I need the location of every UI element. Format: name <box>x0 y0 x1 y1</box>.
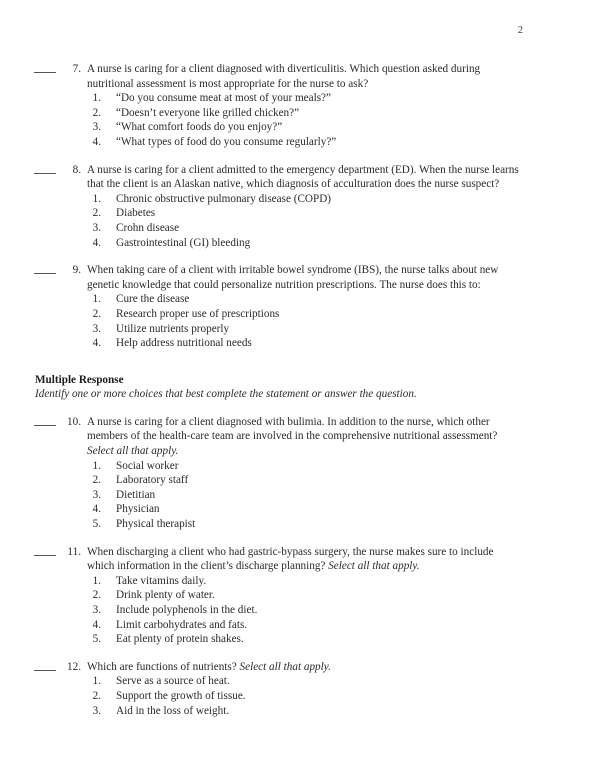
option-text: Aid in the loss of weight. <box>116 704 230 717</box>
option-text: Gastrointestinal (GI) bleeding <box>116 236 251 249</box>
question-block <box>0 62 600 150</box>
option-item[interactable] <box>87 135 520 150</box>
option-number: 4. <box>92 337 101 350</box>
question-text <box>87 415 520 459</box>
option-text: Laboratory staff <box>116 474 189 487</box>
answer-blank[interactable] <box>34 72 56 73</box>
question-text <box>87 660 520 675</box>
section-instructions: Identify one or more choices that best complete the statement or answer the question. <box>35 388 417 401</box>
question-stem: Which are functions of nutrients? <box>87 660 240 673</box>
option-number: 5. <box>92 633 101 646</box>
option-number: 1. <box>92 574 101 587</box>
question-stem: A nurse is caring for a client diagnosed with bulimia. In addition to the nurse, which other members of the health-care team are involved in the comprehensive nutritional assessment? <box>87 415 498 443</box>
option-number: 3. <box>92 704 101 717</box>
option-item[interactable] <box>87 236 520 251</box>
question-block <box>0 263 600 351</box>
option-item[interactable] <box>87 502 520 517</box>
option-text: Serve as a source of heat. <box>116 675 230 688</box>
option-number: 2. <box>92 474 101 487</box>
option-number: 1. <box>92 675 101 688</box>
option-text: “Doesn’t everyone like grilled chicken?” <box>116 106 300 119</box>
option-item[interactable] <box>87 221 520 236</box>
page-number: 2 <box>517 25 523 36</box>
answer-blank[interactable] <box>34 425 56 426</box>
option-item[interactable] <box>87 91 520 106</box>
option-item[interactable] <box>87 689 520 704</box>
question-text <box>87 263 520 292</box>
select-all-that-apply-note: Select all that apply. <box>328 560 420 573</box>
option-text: Social worker <box>116 459 179 472</box>
option-item[interactable] <box>87 618 520 633</box>
option-list <box>87 574 520 647</box>
option-item[interactable] <box>87 307 520 322</box>
option-number: 1. <box>92 293 101 306</box>
option-text: Limit carbohydrates and fats. <box>116 618 248 631</box>
option-number: 3. <box>92 488 101 501</box>
question-stem: A nurse is caring for a client diagnosed with diverticulitis. Which question asked during nutritional assessment is most appropriate for the nurse to ask? <box>87 63 481 90</box>
question-number: 10. <box>67 415 81 428</box>
option-item[interactable] <box>87 459 520 474</box>
option-number: 4. <box>92 618 101 631</box>
option-number: 3. <box>92 121 101 134</box>
option-number: 2. <box>92 207 101 220</box>
option-item[interactable] <box>87 632 520 647</box>
question-number: 12. <box>67 660 81 673</box>
option-item[interactable] <box>87 120 520 135</box>
option-text: “Do you consume meat at most of your meals?” <box>116 92 331 105</box>
answer-blank[interactable] <box>34 173 56 174</box>
question-text <box>87 62 520 91</box>
page-content <box>0 62 600 731</box>
option-item[interactable] <box>87 336 520 351</box>
option-item[interactable] <box>87 488 520 503</box>
question-block <box>0 545 600 647</box>
option-text: Take vitamins daily. <box>116 574 207 587</box>
option-number: 3. <box>92 322 101 335</box>
option-item[interactable] <box>87 322 520 337</box>
option-number: 1. <box>92 459 101 472</box>
option-number: 1. <box>92 92 101 105</box>
option-number: 1. <box>92 192 101 205</box>
option-text: “What comfort foods do you enjoy?” <box>116 121 283 134</box>
option-list <box>87 91 520 149</box>
option-item[interactable] <box>87 588 520 603</box>
section-title: Multiple Response <box>35 373 124 386</box>
option-text: Diabetes <box>116 207 156 220</box>
section-spacer <box>0 402 600 415</box>
question-stem: When discharging a client who had gastric-bypass surgery, the nurse makes sure to include which information in the client’s discharge planning? <box>87 545 494 573</box>
option-number: 3. <box>92 604 101 616</box>
option-text: Cure the disease <box>116 293 190 306</box>
option-number: 4. <box>92 503 101 516</box>
option-text: Crohn disease <box>116 221 180 234</box>
option-number: 5. <box>92 518 101 531</box>
select-all-that-apply-note: Select all that apply. <box>239 660 331 673</box>
option-number: 2. <box>92 589 101 602</box>
question-stem: When taking care of a client with irritable bowel syndrome (IBS), the nurse talks about new genetic knowledge that could personalize nutrition prescriptions. The nurse does this to: <box>87 264 499 291</box>
option-number: 3. <box>92 221 101 234</box>
option-list <box>87 459 520 532</box>
option-item[interactable] <box>87 674 520 689</box>
question-stem: A nurse is caring for a client admitted to the emergency department (ED). When the nurse learns that the client is an Alaskan native, which diagnosis of acculturation does the nurse suspect? <box>87 163 519 191</box>
option-text: Include polyphenols in the diet. <box>116 604 258 616</box>
section-spacer <box>0 364 600 373</box>
question-text <box>87 163 520 192</box>
option-item[interactable] <box>87 603 520 618</box>
option-number: 2. <box>92 106 101 119</box>
answer-blank[interactable] <box>34 555 56 556</box>
option-item[interactable] <box>87 517 520 532</box>
option-number: 4. <box>92 236 101 249</box>
option-text: “What types of food do you consume regularly?” <box>116 135 337 148</box>
question-text <box>87 545 520 574</box>
option-list <box>87 292 520 350</box>
option-number: 2. <box>92 689 101 702</box>
question-block <box>0 660 600 718</box>
question-number: 11. <box>67 545 81 558</box>
option-text: Physical therapist <box>116 518 196 531</box>
option-item[interactable] <box>87 704 520 719</box>
question-number: 7. <box>72 63 81 75</box>
option-text: Utilize nutrients properly <box>116 322 230 335</box>
question-block <box>0 415 600 532</box>
option-list <box>87 192 520 250</box>
option-text: Drink plenty of water. <box>116 589 215 602</box>
option-text: Help address nutritional needs <box>116 337 252 350</box>
question-number: 9. <box>72 264 81 277</box>
option-item[interactable] <box>87 292 520 307</box>
option-text: Support the growth of tissue. <box>116 689 246 702</box>
question-block <box>0 163 600 251</box>
option-list <box>87 674 520 718</box>
option-item[interactable] <box>87 473 520 488</box>
answer-blank[interactable] <box>34 273 56 274</box>
question-number: 8. <box>72 163 81 176</box>
option-number: 2. <box>92 307 101 320</box>
option-item[interactable] <box>87 574 520 589</box>
option-text: Chronic obstructive pulmonary disease (COPD) <box>116 192 332 205</box>
option-item[interactable] <box>87 106 520 121</box>
section-heading-block <box>0 373 600 402</box>
answer-blank[interactable] <box>34 670 56 671</box>
select-all-that-apply-note: Select all that apply. <box>87 445 179 458</box>
option-text: Dietitian <box>116 488 156 501</box>
option-item[interactable] <box>87 206 520 221</box>
option-text: Eat plenty of protein shakes. <box>116 633 244 646</box>
option-item[interactable] <box>87 192 520 207</box>
option-number: 4. <box>92 135 101 148</box>
option-text: Research proper use of prescriptions <box>116 307 280 320</box>
option-text: Physician <box>116 503 160 516</box>
